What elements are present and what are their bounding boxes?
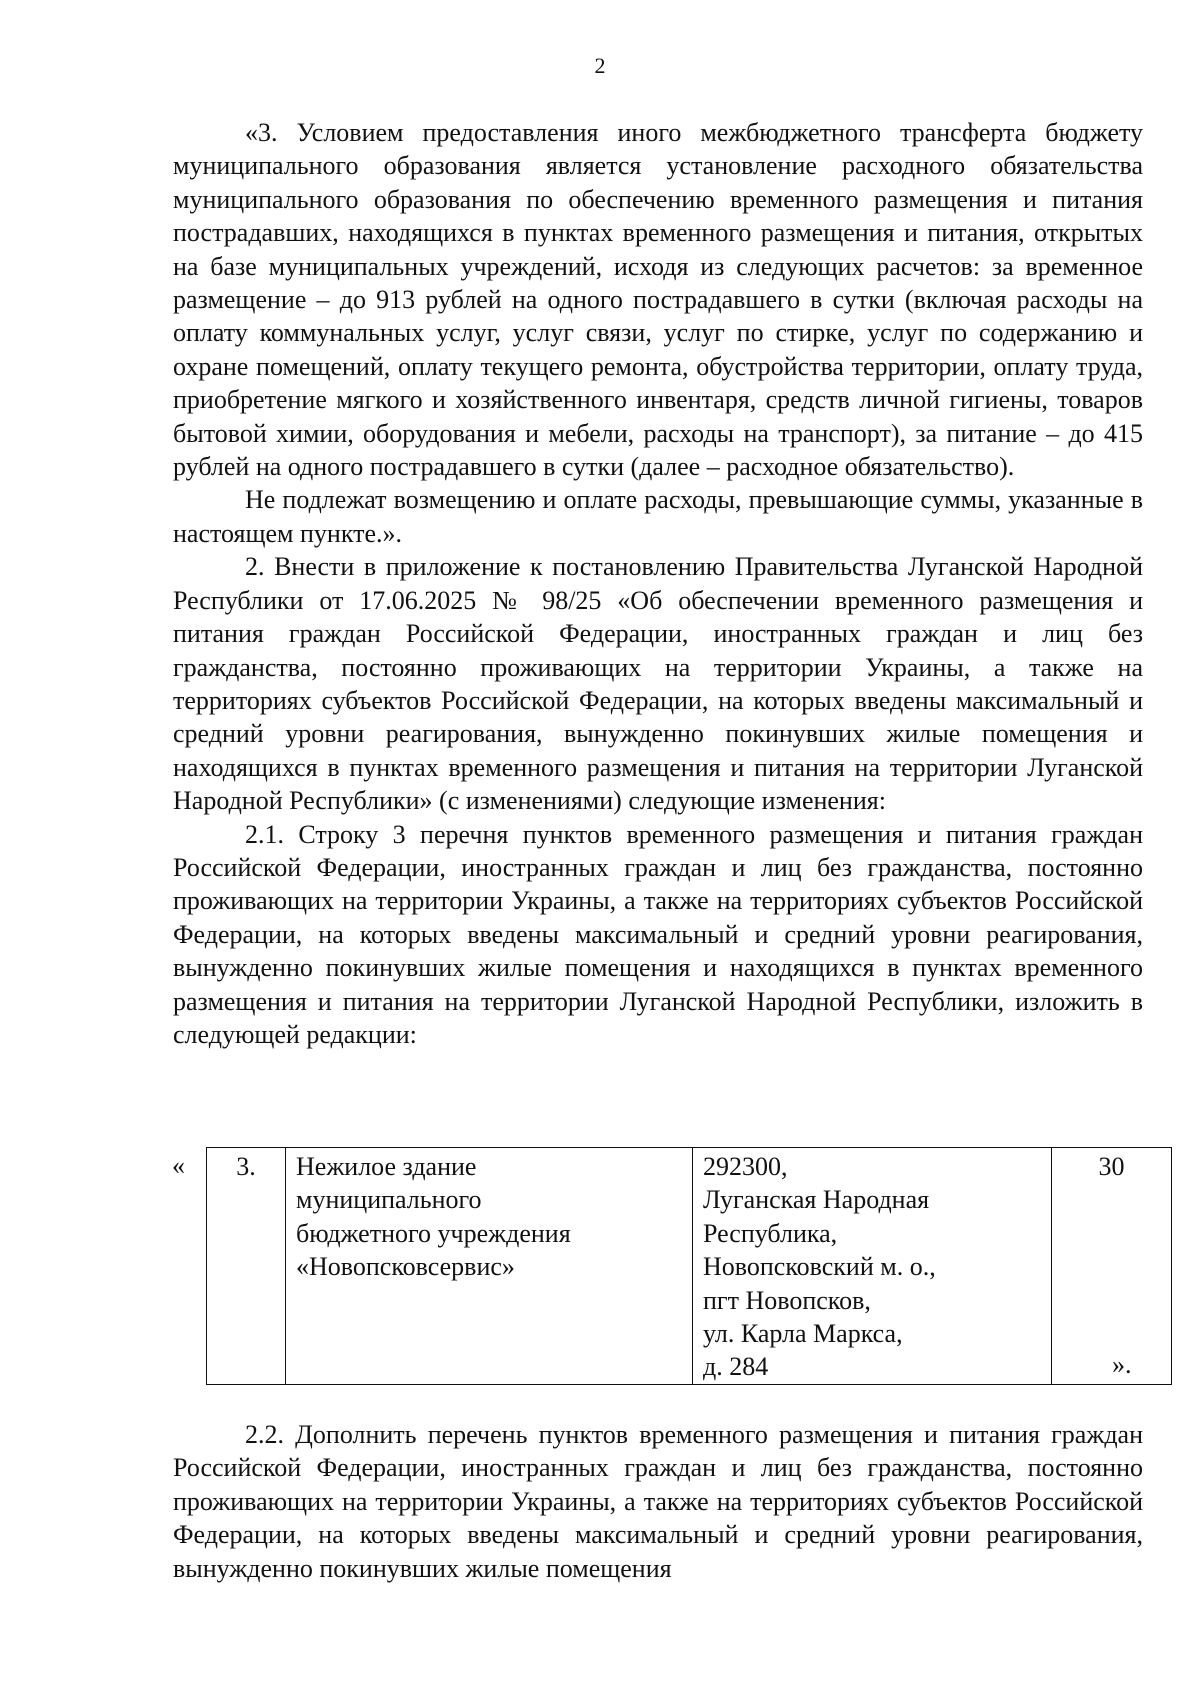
name-line: «Новопсковсервис»: [296, 1252, 515, 1282]
address-line: 292300,: [703, 1152, 788, 1181]
address-line: Республика,: [703, 1218, 838, 1248]
paragraph-item-2-2: 2.2. Дополнить перечень пунктов временного размещения и питания граждан Российской Федерации, иностранных граждан и лиц без гражданства, постоянно проживающих на территории Украины, а также на территориях субъектов Российской Федерации, на которых введены максимальный и средний уровни реагирования, вынужденно покинувших жилые помещения: [173, 1420, 1143, 1583]
document-body: [173, 116, 1143, 1051]
table-cell-address: [693, 1148, 1052, 1385]
closing-quote: ».: [1112, 1350, 1132, 1379]
amendment-table-block: [0, 1147, 1200, 1387]
opening-quote: «: [172, 1151, 185, 1180]
amendment-table: [206, 1147, 1172, 1385]
table-cell-name: [286, 1148, 693, 1385]
page-number: 2: [594, 53, 606, 78]
table-cell-capacity: 30: [1052, 1148, 1172, 1385]
paragraph-item-2: 2. Внести в приложение к постановлению Правительства Луганской Народной Республики от 17.06.2025 № 98/25 «Об обеспечении временного размещения и питания граждан Российской Федерации, иностранных граждан и лиц без гражданства, постоянно проживающих на территории Украины, а также на территориях субъектов Российской Федерации, на которых введены максимальный и средний уровни реагирования, вынужденно покинувших жилые помещения и находящихся в пунктах временного размещения и питания на территории Луганской Народной Республики» (с изменениями) следующие изменения:: [173, 552, 1143, 816]
table-row: [207, 1148, 1172, 1385]
address-line: Луганская Народная: [703, 1185, 930, 1215]
paragraph-item-2-1: 2.1. Строку 3 перечня пунктов временного размещения и питания граждан Российской Федерации, иностранных граждан и лиц без гражданства, постоянно проживающих на территории Украины, а также на территориях субъектов Российской Федерации, на которых введены максимальный и средний уровни реагирования, вынужденно покинувших жилые помещения и находящихся в пунктах временного размещения и питания на территории Луганской Народной Республики, изложить в следующей редакции:: [173, 819, 1143, 1049]
name-line: бюджетного учреждения: [296, 1218, 571, 1248]
table-cell-number: 3.: [207, 1148, 286, 1385]
paragraph-not-reimbursed: Не подлежат возмещению и оплате расходы, превышающие суммы, указанные в настоящем пункте.».: [173, 485, 1143, 548]
address-line: д. 284: [703, 1352, 769, 1382]
document-body-continued: [173, 1418, 1143, 1585]
paragraph-condition: «3. Условием предоставления иного межбюджетного трансферта бюджету муниципального образования является установление расходного обязательства муниципального образования по обеспечению временного размещения и питания пострадавших, находящихся в пунктах временного размещения и питания, открытых на базе муниципальных учреждений, исходя из следующих расчетов: за временное размещение – до 913 рублей на одного пострадавшего в сутки (включая расходы на оплату коммунальных услуг, услуг связи, услуг по стирке, услуг по содержанию и охране помещений, оплату текущего ремонта, обустройства территории, оплату труда, приобретение мягкого и хозяйственного инвентаря, средств личной гигиены, товаров бытовой химии, оборудования и мебели, расходы на транспорт), за питание – до 415 рублей на одного пострадавшего в сутки (далее – расходное обязательство).: [173, 118, 1143, 482]
name-line: муниципального: [296, 1185, 482, 1215]
address-line: пгт Новопсков,: [703, 1285, 871, 1315]
address-line: Новопсковский м. о.,: [703, 1252, 936, 1282]
address-line: ул. Карла Маркса,: [703, 1319, 903, 1349]
name-line: Нежилое здание: [296, 1152, 477, 1181]
